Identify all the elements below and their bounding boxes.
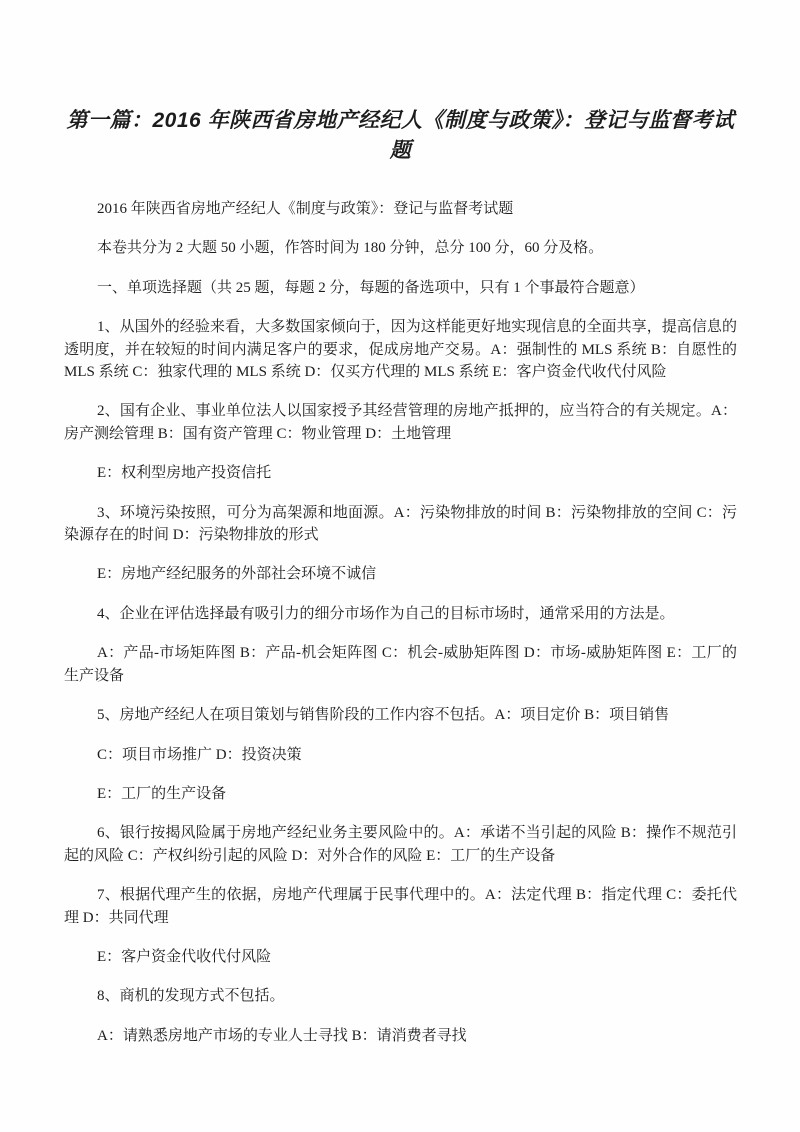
question-3-option-e: E：房地产经纪服务的外部社会环境不诚信 xyxy=(97,566,377,583)
question-4-options: A：产品-市场矩阵图 B：产品-机会矩阵图 C：机会-威胁矩阵图 D：市场-威胁矩阵图 E：工厂的生产设备 xyxy=(64,645,737,684)
question-5-option-e: E：工厂的生产设备 xyxy=(97,785,227,802)
question-2-option-e: E：权利型房地产投资信托 xyxy=(97,465,272,482)
question-8-options-ab: A：请熟悉房地产市场的专业人士寻找 B：请消费者寻找 xyxy=(97,1027,467,1044)
section-heading-single-choice: 一、单项选择题（共 25 题，每题 2 分，每题的备选项中，只有 1 个事最符合题意） xyxy=(97,279,645,296)
paragraph-exam-info: 本卷共分为 2 大题 50 小题，作答时间为 180 分钟，总分 100 分，60 分及格。 xyxy=(97,240,604,257)
question-7: 7、根据代理产生的依据，房地产代理属于民事代理中的。A：法定代理 B：指定代理 C：委托代理 D：共同代理 xyxy=(64,887,737,926)
question-5: 5、房地产经纪人在项目策划与销售阶段的工作内容不包括。A：项目定价 B：项目销售 xyxy=(97,707,670,724)
paragraph-doc-heading: 2016 年陕西省房地产经纪人《制度与政策》：登记与监督考试题 xyxy=(97,201,514,217)
document-title: 第一篇：2016 年陕西省房地产经纪人《制度与政策》：登记与监督考试题 xyxy=(66,109,735,162)
question-4: 4、企业在评估选择最有吸引力的细分市场作为自己的目标市场时，通常采用的方法是。 xyxy=(97,605,675,622)
question-1: 1、从国外的经验来看，大多数国家倾向于，因为这样能更好地实现信息的全面共享，提高信息的透明度，并在较短的时间内满足客户的要求，促成房地产交易。A：强制性的 MLS 系统 B：自愿性的 MLS 系统 C：独家代理的 MLS 系统 D：仅买方代理的 MLS 系统 E：客户资金代收代付风险 xyxy=(64,319,737,381)
question-7-option-e: E：客户资金代收代付风险 xyxy=(97,948,272,965)
question-5-options-cd: C：项目市场推广 D：投资决策 xyxy=(97,746,302,763)
question-8: 8、商机的发现方式不包括。 xyxy=(97,988,285,1005)
question-6: 6、银行按揭风险属于房地产经纪业务主要风险中的。A：承诺不当引起的风险 B：操作不规范引起的风险 C：产权纠纷引起的风险 D：对外合作的风险 E：工厂的生产设备 xyxy=(64,825,737,864)
question-2: 2、国有企业、事业单位法人以国家授予其经营管理的房地产抵押的，应当符合的有关规定。A：房产测绘管理 B：国有资产管理 C：物业管理 D：土地管理 xyxy=(64,403,737,442)
question-3: 3、环境污染按照，可分为高架源和地面源。A：污染物排放的时间 B：污染物排放的空间 C：污染源存在的时间 D：污染物排放的形式 xyxy=(64,504,737,544)
